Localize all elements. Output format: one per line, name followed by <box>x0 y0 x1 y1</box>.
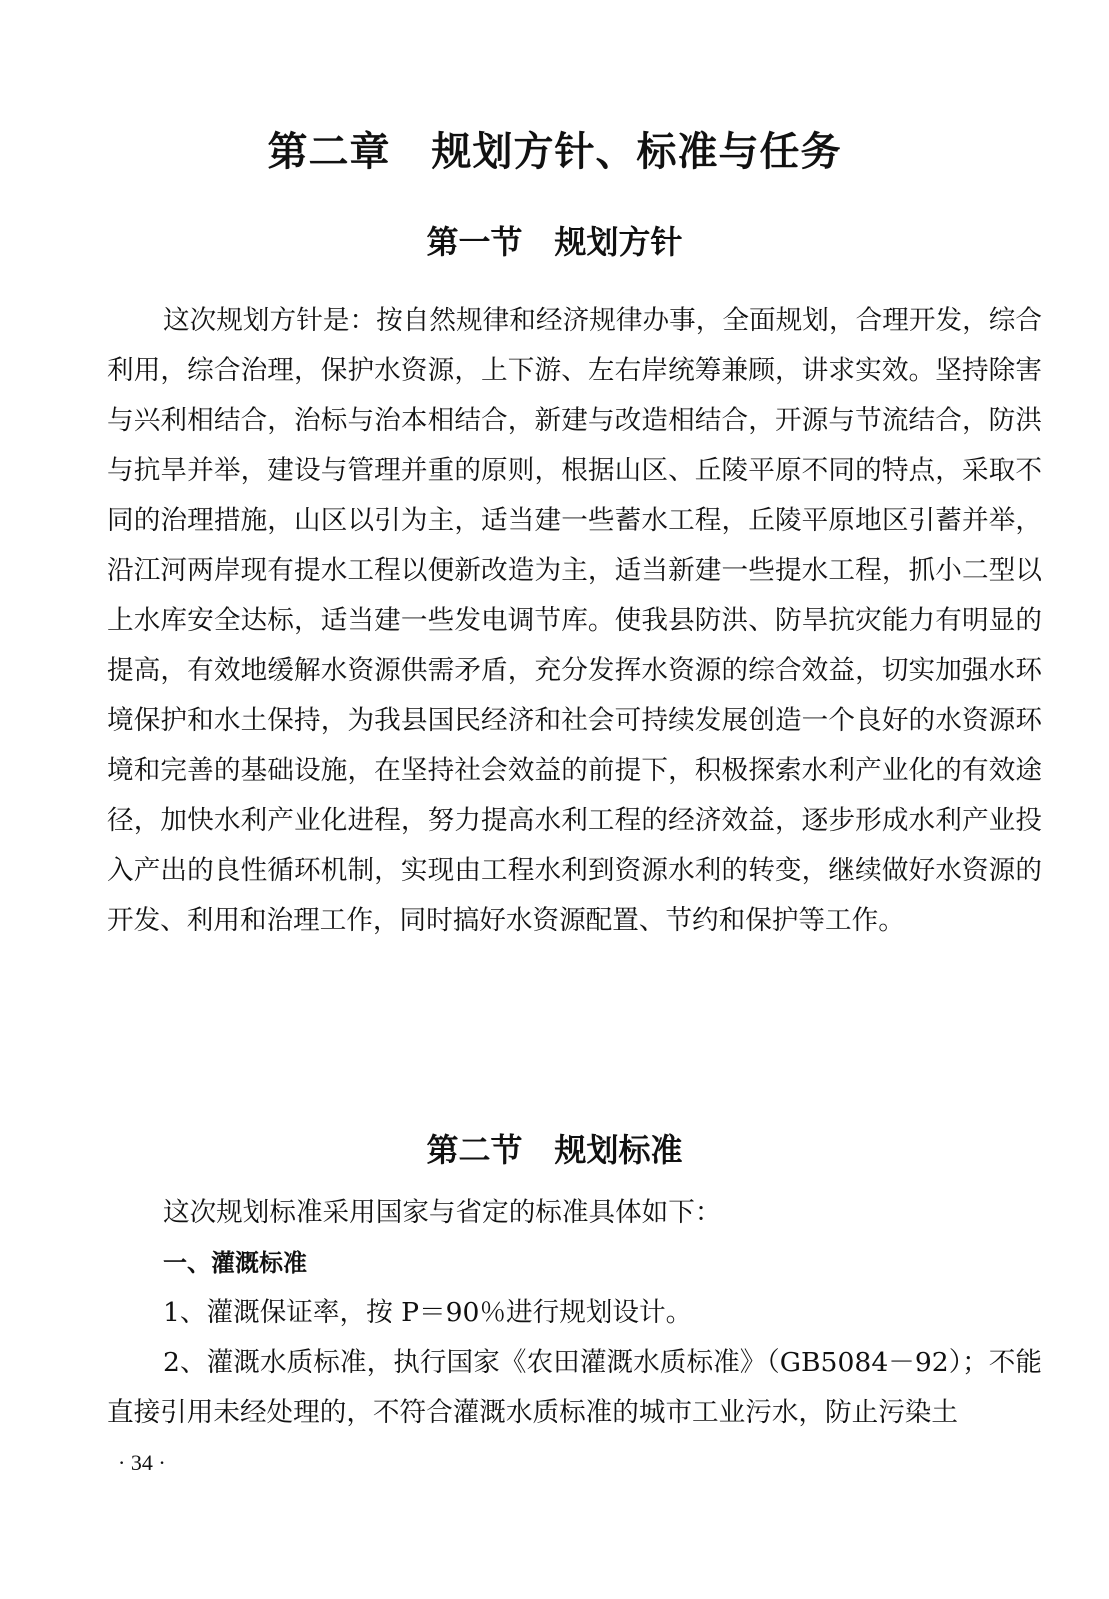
standard-item-1: 1、灌溉保证率，按 P＝90％进行规划设计。 <box>163 1297 693 1328</box>
irrigation-standard-heading: 一、灌溉标准 <box>163 1249 307 1277</box>
standard-item-2: 2、灌溉水质标准，执行国家《农田灌溉水质标准》（GB5084－92）；不能直接引用未经处理的，不符合灌溉水质标准的城市工业污水，防止污染土 <box>107 1347 1042 1428</box>
page-number: · 34 · <box>118 1450 166 1475</box>
section-1-paragraph: 这次规划方针是：按自然规律和经济规律办事，全面规划，合理开发，综合利用，综合治理，保护水资源，上下游、左右岸统筹兼顾，讲求实效。坚持除害与兴利相结合，治标与治本相结合，新建与改造相结合，开源与节流结合，防洪与抗旱并举，建设与管理并重的原则，根据山区、丘陵平原不同的特点，采取不同的治理措施，山区以引为主，适当建一些蓄水工程，丘陵平原地区引蓄并举，沿江河两岸现有提水工程以便新改造为主，适当新建一些提水工程，抓小二型以上水库安全达标，适当建一些发电调节库。使我县防洪、防旱抗灾能力有明显的提高，有效地缓解水资源供需矛盾，充分发挥水资源的综合效益，切实加强水环境保护和水土保持，为我县国民经济和社会可持续发展创造一个良好的水资源环境和完善的基础设施，在坚持社会效益的前提下，积极探索水利产业化的有效途径，加快水利产业化进程，努力提高水利工程的经济效益，逐步形成水利产业投入产出的良性循环机制，实现由工程水利到资源水利的转变，继续做好水资源的开发、利用和治理工作，同时搞好水资源配置、节约和保护等工作。 <box>107 305 1042 936</box>
chapter-title: 第二章 规划方针、标准与任务 <box>267 129 842 175</box>
section-2-title: 第二节 规划标准 <box>426 1131 683 1169</box>
section-1-title: 第一节 规划方针 <box>426 223 683 261</box>
section-2-intro: 这次规划标准采用国家与省定的标准具体如下： <box>163 1197 722 1228</box>
